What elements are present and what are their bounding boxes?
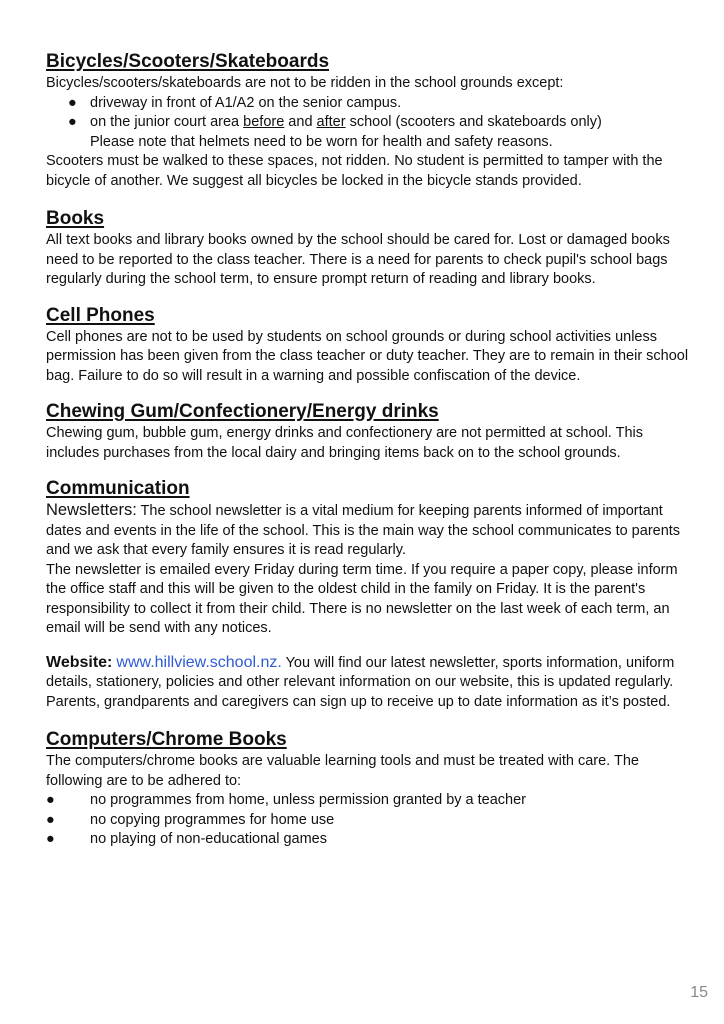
gum-body: Chewing gum, bubble gum, energy drinks and confectionery are not permitted at school. This includes purchases from the local dairy and bringing items back on to the school grounds. xyxy=(46,425,643,461)
gum-heading: Chewing Gum/Confectionery/Energy drinks xyxy=(46,401,439,422)
website-label: Website: xyxy=(46,653,113,671)
computers-heading: Computers/Chrome Books xyxy=(46,729,287,750)
bullet-icon: ● xyxy=(46,811,55,828)
helmet-note: Please note that helmets need to be worn for health and safety reasons. xyxy=(90,133,553,150)
computers-rules-list xyxy=(46,791,696,850)
communication-section xyxy=(46,477,696,712)
list-item-text: no copying programmes for home use xyxy=(90,811,335,828)
communication-heading: Communication xyxy=(46,478,190,499)
list-item-text: no playing of non-educational games xyxy=(90,831,327,847)
list-item-text: on the junior court area before and after school (scooters and skateboards only) xyxy=(90,114,602,130)
list-item xyxy=(46,830,696,850)
bicycles-section xyxy=(46,50,696,191)
list-item-text: driveway in front of A1/A2 on the senior campus. xyxy=(90,94,402,111)
bullet-icon: ● xyxy=(68,114,77,130)
bicycles-intro: Bicycles/scooters/skateboards are not to be ridden in the school grounds except: xyxy=(46,75,564,91)
bicycles-heading: Bicycles/Scooters/Skateboards xyxy=(46,51,330,72)
books-heading: Books xyxy=(46,208,105,229)
books-body: All text books and library books owned by the school should be cared for. Lost or damaged books need to be reported to the class teacher. There is a need for parents to check pupil's school bags regularly during the school term, to ensure prompt return of reading and library books. xyxy=(46,232,670,287)
phones-section xyxy=(46,304,696,387)
website-paragraph xyxy=(46,653,696,713)
computers-body: The computers/chrome books are valuable learning tools and must be treated with care. The following are to be adhered to: xyxy=(46,753,639,789)
list-item xyxy=(46,791,696,811)
list-item xyxy=(46,113,696,133)
phones-heading: Cell Phones xyxy=(46,304,155,326)
list-item xyxy=(46,811,696,831)
newsletters-label: Newsletters: xyxy=(46,501,137,519)
newsletter-detail: The newsletter is emailed every Friday during term time. If you require a paper copy, please inform the office staff and this will be given to the oldest child in the family on Friday. It is the parent's responsibility to collect it from their child. There is no newsletter on the last week of each term, an email will be send with any notices. xyxy=(46,561,678,636)
bicycles-exceptions-list xyxy=(46,94,696,133)
list-item-text: no programmes from home, unless permission granted by a teacher xyxy=(90,792,527,808)
computers-section xyxy=(46,728,696,850)
books-section xyxy=(46,207,696,290)
gum-section xyxy=(46,400,696,463)
website-text: You will find our latest newsletter, sports information, uniform details, stationery, policies and other relevant information on our website, this is updated regularly. Parents, grandparents and caregivers can sign up to receive up to date information as it’s posted. xyxy=(46,654,675,710)
website-link[interactable]: www.hillview.school.nz. xyxy=(116,653,282,671)
phones-body: Cell phones are not to be used by students on school grounds or during school activities unless permission has been given from the class teacher or duty teacher. They are to remain in their school bag. Failure to do so will result in a warning and possible confiscation of the device. xyxy=(46,328,689,384)
underlined-after: after xyxy=(316,114,346,130)
page-number: 15 xyxy=(690,984,708,1001)
bullet-icon: ● xyxy=(68,94,77,111)
bullet-icon: ● xyxy=(46,792,55,808)
list-item xyxy=(46,94,696,114)
handbook-page xyxy=(46,50,696,850)
bicycles-closing: Scooters must be walked to these spaces, not ridden. No student is permitted to tamper with the bicycle of another. We suggest all bicycles be locked in the bicycle stands provided. xyxy=(46,153,663,189)
newsletters-text: The school newsletter is a vital medium for keeping parents informed of important dates and events in the life of the school. This is the main way the school communicates to parents and we ask that every family ensures it is read regularly. xyxy=(46,503,681,558)
newsletters-paragraph xyxy=(46,501,696,561)
bullet-icon: ● xyxy=(46,831,55,847)
underlined-before: before xyxy=(243,114,285,130)
